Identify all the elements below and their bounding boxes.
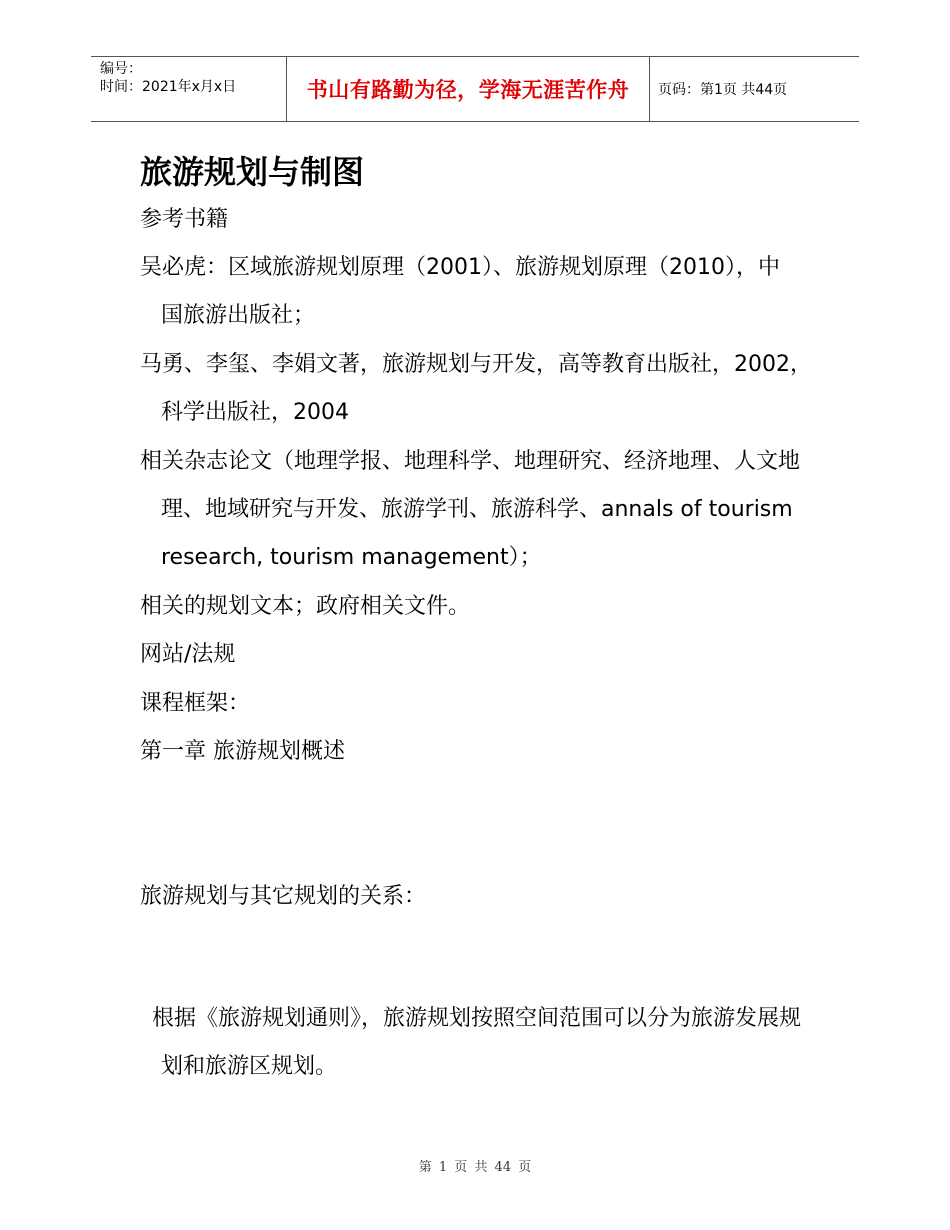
paragraph-line: 根据《旅游规划通则》，旅游规划按照空间范围可以分为旅游发展规 bbox=[152, 1006, 802, 1031]
paragraph-line: 国旅游出版社； bbox=[161, 303, 316, 328]
page-footer: 第 1 页 共 44 页 bbox=[418, 1160, 532, 1175]
header-motto: 书山有路勤为径，学海无涯苦作舟 bbox=[306, 78, 630, 102]
header-meta-cell bbox=[91, 57, 287, 121]
document-header bbox=[91, 56, 859, 122]
paragraph-line: 网站/法规 bbox=[140, 642, 236, 667]
paragraph-line: 吴必虎：区域旅游规划原理（2001）、旅游规划原理（2010），中 bbox=[140, 255, 780, 280]
paragraph-line: 旅游规划与其它规划的关系： bbox=[140, 884, 427, 909]
paragraph-line: 科学出版社，2004 bbox=[161, 400, 349, 425]
header-motto-cell bbox=[287, 57, 650, 121]
paragraph-line: 马勇、李玺、李娟文著，旅游规划与开发，高等教育出版社，2002， bbox=[140, 352, 812, 377]
document-title: 旅游规划与制图 bbox=[140, 153, 365, 191]
chapter-heading: 第一章 旅游规划概述 bbox=[140, 739, 345, 764]
paragraph-line: 理、地域研究与开发、旅游学刊、旅游科学、annals of tourism bbox=[161, 497, 793, 522]
header-page-cell bbox=[650, 57, 859, 121]
paragraph-line: 课程框架： bbox=[140, 691, 251, 716]
document-number-label: 编号： bbox=[100, 61, 142, 77]
document-date: 时间：2021年x月x日 bbox=[100, 79, 237, 95]
header-page-info: 页码：第1页 共44页 bbox=[658, 82, 788, 98]
paragraph-line: 相关杂志论文（地理学报、地理科学、地理研究、经济地理、人文地 bbox=[140, 449, 801, 474]
paragraph-line: 相关的规划文本；政府相关文件。 bbox=[140, 594, 471, 619]
paragraph-line: research, tourism management）； bbox=[161, 545, 542, 570]
paragraph-line: 参考书籍 bbox=[140, 207, 229, 232]
paragraph-line: 划和旅游区规划。 bbox=[161, 1054, 338, 1079]
